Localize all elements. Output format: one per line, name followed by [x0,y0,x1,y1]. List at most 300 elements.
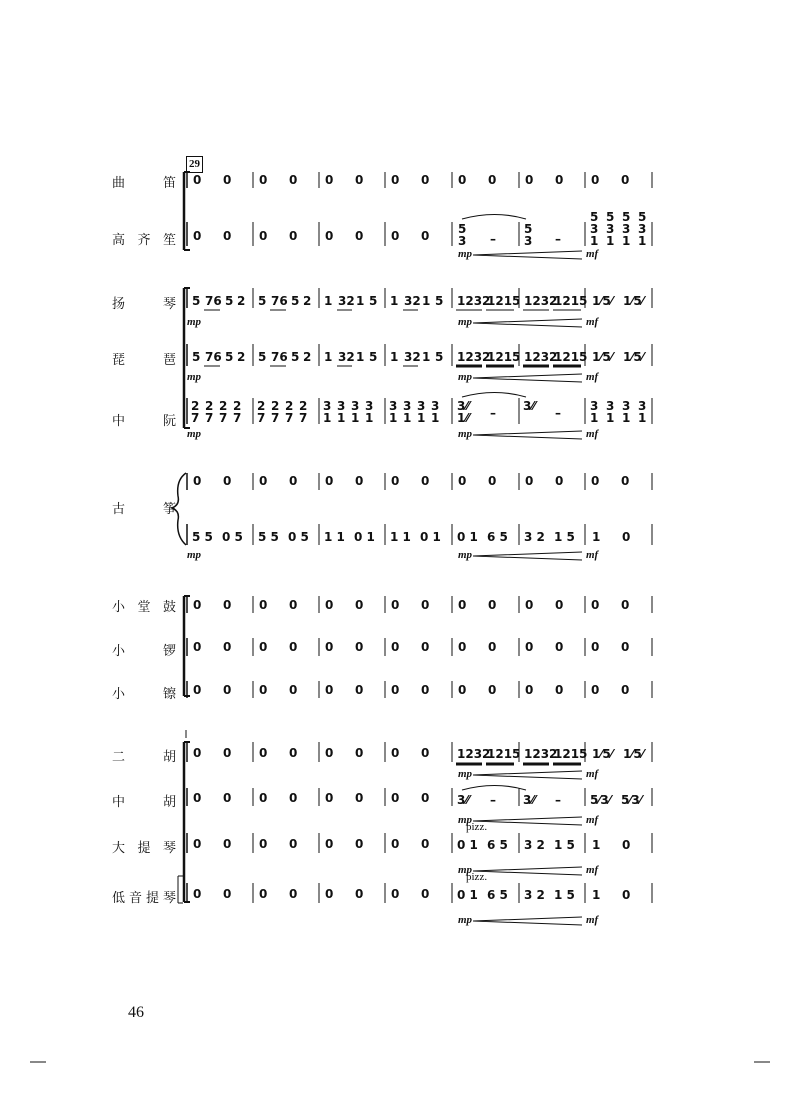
note: 1 [356,350,365,364]
chord-note: 3 [351,399,360,413]
note: 5 [291,294,300,308]
rest-note: 0 [223,837,232,851]
crescendo-hairpin [473,817,582,825]
rest-note: 0 [325,173,334,187]
chord-note: 1 [606,411,615,425]
chord-note: 1 [431,411,440,425]
chord-note: 7 [271,411,280,425]
rest-note: 0 [391,474,400,488]
rest-note: 0 [259,683,268,697]
rest-note: 0 [193,173,202,187]
chord-note: 3 [389,399,398,413]
note: 1⁄5⁄ [592,350,613,364]
rest-note: 0 [355,683,364,697]
dash: – [555,793,561,807]
chord-note: 1 [638,234,647,248]
instrument-name-0: 曲 笛 [112,176,176,191]
note: 76 [271,350,288,364]
note: 2 [237,350,246,364]
chord-note: 7 [257,411,266,425]
note: 1215 [487,747,521,761]
dynamic-mp: mp [458,814,473,826]
rest-note: 0 [622,838,631,852]
rest-note: 0 [621,598,630,612]
rest-note: 0 [525,640,534,654]
rest-note: 0 [391,683,400,697]
chord-note: 5 [638,210,647,224]
pizz-marking: pizz. [466,821,488,833]
dynamic-mp: mp [187,549,202,561]
rest-note: 0 [391,173,400,187]
rest-note: 0 [421,474,430,488]
rest-note: 0 [458,173,467,187]
note: 1 5 [554,888,575,902]
note: 5 [369,350,378,364]
rest-note: 0 [621,173,630,187]
rest-note: 0 [193,746,202,760]
rest-note: 0 [325,837,334,851]
note: 32 [404,294,421,308]
note: 5⁄3⁄ [590,793,611,807]
dynamic-mp: mp [458,248,473,260]
note: 3 2 [524,888,545,902]
rest-note: 0 [391,746,400,760]
pizz-marking: pizz. [466,871,488,883]
instrument-name-3: 琵 琶 [112,353,176,368]
note: 1232 [457,294,491,308]
rest-note: 0 [259,474,268,488]
note: 1⁄5⁄ [623,294,644,308]
note: 0 1 [420,530,441,544]
rest-note: 0 [355,746,364,760]
chord-note: 7 [233,411,242,425]
rest-note: 0 [421,598,430,612]
instrument-name-4: 中 阮 [112,414,176,429]
rest-note: 0 [555,474,564,488]
rest-note: 0 [622,888,631,902]
note: 1 [324,350,333,364]
chord-note: 3 [622,222,631,236]
note: 1215 [554,747,588,761]
note: 5 [435,350,444,364]
rest-note: 0 [488,598,497,612]
rest-note: 0 [193,791,202,805]
rest-note: 0 [193,640,202,654]
rest-note: 0 [391,640,400,654]
rest-note: 0 [289,474,298,488]
rest-note: 0 [259,598,268,612]
chord-note: 2 [233,399,242,413]
rest-note: 0 [355,791,364,805]
chord-note: 3 [590,222,599,236]
note: 1 [592,888,601,902]
chord-note: 2 [285,399,294,413]
rest-note: 0 [289,791,298,805]
note: 3⁄⁄ [523,793,536,807]
rest-note: 0 [591,173,600,187]
rest-note: 0 [259,173,268,187]
rest-note: 0 [488,474,497,488]
rest-note: 0 [259,229,268,243]
rest-note: 0 [622,530,631,544]
chord-note: 3 [638,399,647,413]
rest-note: 0 [591,683,600,697]
note: 6 5 [487,888,508,902]
rest-note: 0 [259,887,268,901]
rest-note: 0 [555,683,564,697]
instrument-name-12: 低音提琴 [112,891,176,906]
instrument-name-2: 扬 琴 [112,297,176,312]
rest-note: 0 [289,640,298,654]
rest-note: 0 [259,640,268,654]
rest-note: 0 [591,640,600,654]
rest-note: 0 [355,887,364,901]
dynamic-mp: mp [458,768,473,780]
note: 2 [303,350,312,364]
dynamic-mp: mp [458,549,473,561]
note: 1 [592,838,601,852]
chord-note: 1 [638,411,647,425]
chord-note: 1 [622,411,631,425]
chord-note: 1 [337,411,346,425]
note: 32 [338,294,355,308]
instrument-name-7: 小 锣 [112,644,176,659]
note: 1215 [554,350,588,364]
instrument-name-5: 古 筝 [112,502,176,517]
rest-note: 0 [193,683,202,697]
chord-note: 1 [365,411,374,425]
rest-note: 0 [391,598,400,612]
instrument-name-9: 二 胡 [112,750,176,765]
crescendo-hairpin [473,374,582,382]
chord-note: 5 [606,210,615,224]
dynamic-mf: mf [586,864,599,876]
chord-note: 3⁄⁄ [457,399,470,413]
rest-note: 0 [421,746,430,760]
rest-note: 0 [325,746,334,760]
tie [462,215,526,220]
guzheng-brace [172,473,186,545]
rest-note: 0 [355,173,364,187]
rest-note: 0 [325,229,334,243]
chord-note: 2 [271,399,280,413]
chord-note: 2 [219,399,228,413]
note: 5⁄3⁄ [621,793,642,807]
chord-note: 3 [337,399,346,413]
chord-note: 7 [219,411,228,425]
dynamic-mp: mp [458,316,473,328]
rest-note: 0 [223,887,232,901]
note: 5 [192,294,201,308]
note: 76 [205,350,222,364]
chord-note: 3 [622,399,631,413]
note: 1 1 [324,530,345,544]
rest-note: 0 [458,683,467,697]
chord-note: 3 [524,234,533,248]
rest-note: 0 [289,229,298,243]
note: 0 1 [457,530,478,544]
rest-note: 0 [325,640,334,654]
note: 5 [435,294,444,308]
chord-note: 1 [622,234,631,248]
note: 0 5 [222,530,243,544]
rest-note: 0 [421,683,430,697]
note: 1215 [487,294,521,308]
note: 1⁄5⁄ [623,350,644,364]
note: 2 [303,294,312,308]
chord-note: 7 [191,411,200,425]
chord-note: 1 [590,411,599,425]
rest-note: 0 [325,474,334,488]
note: 0 1 [457,838,478,852]
chord-note: 3 [365,399,374,413]
rehearsal-mark: 29 [186,156,203,173]
note: 1232 [524,747,558,761]
note: 1232 [524,350,558,364]
note: 1 1 [390,530,411,544]
note: 5 5 [258,530,279,544]
dash: – [490,232,496,246]
chord-note: 1 [351,411,360,425]
rest-note: 0 [259,746,268,760]
rest-note: 0 [391,791,400,805]
note: 5 [258,350,267,364]
note: 5 [369,294,378,308]
rest-note: 0 [421,640,430,654]
rest-note: 0 [488,640,497,654]
dynamic-mp: mp [458,864,473,876]
rest-note: 0 [289,683,298,697]
dynamic-mf: mf [586,768,599,780]
rest-note: 0 [621,683,630,697]
dynamic-mf: mf [586,814,599,826]
rest-note: 0 [355,229,364,243]
chord-note: 3 [417,399,426,413]
crescendo-hairpin [473,431,582,439]
note: 6 5 [487,838,508,852]
note: 5 [192,350,201,364]
note: 0 1 [457,888,478,902]
rest-note: 0 [355,640,364,654]
dynamic-mp: mp [458,371,473,383]
note: 3⁄⁄ [457,793,470,807]
instrument-name-1: 高齐笙 [112,233,176,248]
dynamic-mf: mf [586,549,599,561]
note: 1 [390,294,399,308]
note: 1215 [554,294,588,308]
dynamic-mp: mp [187,428,202,440]
rest-note: 0 [421,887,430,901]
tie [462,393,526,398]
chord-note: 3 [606,399,615,413]
page-number: 46 [128,1004,144,1021]
chord-note: 3⁄⁄ [523,399,536,413]
chord-note: 2 [205,399,214,413]
rest-note: 0 [525,474,534,488]
note: 1232 [524,294,558,308]
crescendo-hairpin [473,771,582,779]
note: 1232 [457,747,491,761]
rest-note: 0 [621,640,630,654]
chord-note: 5 [590,210,599,224]
rest-note: 0 [421,229,430,243]
rest-note: 0 [223,746,232,760]
note: 32 [404,350,421,364]
rest-note: 0 [421,791,430,805]
chord-note: 1 [389,411,398,425]
chord-note: 7 [299,411,308,425]
dash: – [490,406,496,420]
chord-note: 2 [257,399,266,413]
rest-note: 0 [458,640,467,654]
chord-note: 3 [431,399,440,413]
note: 76 [205,294,222,308]
rest-note: 0 [391,229,400,243]
rest-note: 0 [591,598,600,612]
rest-note: 0 [525,173,534,187]
rest-note: 0 [325,598,334,612]
note: 0 5 [288,530,309,544]
crescendo-hairpin [473,917,582,925]
dynamic-mf: mf [586,914,599,926]
chord-note: 5 [622,210,631,224]
instrument-name-11: 大提琴 [112,841,176,856]
rest-note: 0 [325,791,334,805]
rest-note: 0 [525,683,534,697]
instrument-name-10: 中 胡 [112,795,176,810]
chord-note: 5 [524,222,533,236]
rest-note: 0 [223,173,232,187]
note: 5 [258,294,267,308]
chord-note: 3 [403,399,412,413]
rest-note: 0 [555,598,564,612]
chord-note: 3 [590,399,599,413]
rest-note: 0 [325,887,334,901]
note: 1 [592,530,601,544]
note: 5 5 [192,530,213,544]
rest-note: 0 [193,598,202,612]
rest-note: 0 [391,837,400,851]
tie [462,786,526,791]
note: 1215 [487,350,521,364]
rest-note: 0 [555,173,564,187]
rest-note: 0 [525,598,534,612]
note: 3 2 [524,838,545,852]
note: 1232 [457,350,491,364]
rest-note: 0 [193,229,202,243]
rest-note: 0 [223,229,232,243]
note: 2 [237,294,246,308]
crescendo-hairpin [473,552,582,560]
chord-note: 5 [458,222,467,236]
rest-note: 0 [458,474,467,488]
chord-note: 1 [403,411,412,425]
instrument-name-8: 小 镲 [112,687,176,702]
note: 1 [390,350,399,364]
rest-note: 0 [421,837,430,851]
note: 76 [271,294,288,308]
dash: – [555,232,561,246]
rest-note: 0 [289,887,298,901]
chord-note: 3 [606,222,615,236]
rest-note: 0 [289,837,298,851]
rest-note: 0 [391,887,400,901]
note: 5 [225,350,234,364]
note: 1⁄5⁄ [623,747,644,761]
chord-note: 1 [606,234,615,248]
rest-note: 0 [289,173,298,187]
chord-note: 1 [417,411,426,425]
note: 1 [422,350,431,364]
note: 6 5 [487,530,508,544]
note: 0 1 [354,530,375,544]
chord-note: 7 [285,411,294,425]
rest-note: 0 [325,683,334,697]
dynamic-mp: mp [187,316,202,328]
chord-note: 3 [638,222,647,236]
dynamic-mf: mf [586,371,599,383]
note: 1 5 [554,530,575,544]
chord-note: 7 [205,411,214,425]
rest-note: 0 [223,474,232,488]
dash: – [490,793,496,807]
note: 1 [324,294,333,308]
rest-note: 0 [355,598,364,612]
crescendo-hairpin [473,867,582,875]
rest-note: 0 [289,598,298,612]
rest-note: 0 [223,683,232,697]
rest-note: 0 [621,474,630,488]
rest-note: 0 [488,683,497,697]
note: 1 [356,294,365,308]
rest-note: 0 [259,791,268,805]
dynamic-mf: mf [586,316,599,328]
note: 1 [422,294,431,308]
rest-note: 0 [289,746,298,760]
rest-note: 0 [488,173,497,187]
note: 32 [338,350,355,364]
note: 5 [225,294,234,308]
dynamic-mp: mp [458,428,473,440]
rest-note: 0 [193,474,202,488]
crescendo-hairpin [473,319,582,327]
chord-note: 3 [458,234,467,248]
note: 3 2 [524,530,545,544]
rest-note: 0 [355,474,364,488]
rest-note: 0 [355,837,364,851]
rest-note: 0 [591,474,600,488]
chord-note: 3 [323,399,332,413]
note: 5 [291,350,300,364]
rest-note: 0 [193,837,202,851]
rest-note: 0 [223,598,232,612]
chord-note: 1 [590,234,599,248]
note: 1⁄5⁄ [592,294,613,308]
rest-note: 0 [223,640,232,654]
rest-note: 0 [193,887,202,901]
rest-note: 0 [223,791,232,805]
crescendo-hairpin [473,251,582,259]
dynamic-mp: mp [187,371,202,383]
dash: – [555,406,561,420]
dynamic-mf: mf [586,428,599,440]
rest-note: 0 [555,640,564,654]
chord-note: 2 [299,399,308,413]
note: 1 5 [554,838,575,852]
rest-note: 0 [259,837,268,851]
chord-note: 2 [191,399,200,413]
chord-note: 1 [323,411,332,425]
